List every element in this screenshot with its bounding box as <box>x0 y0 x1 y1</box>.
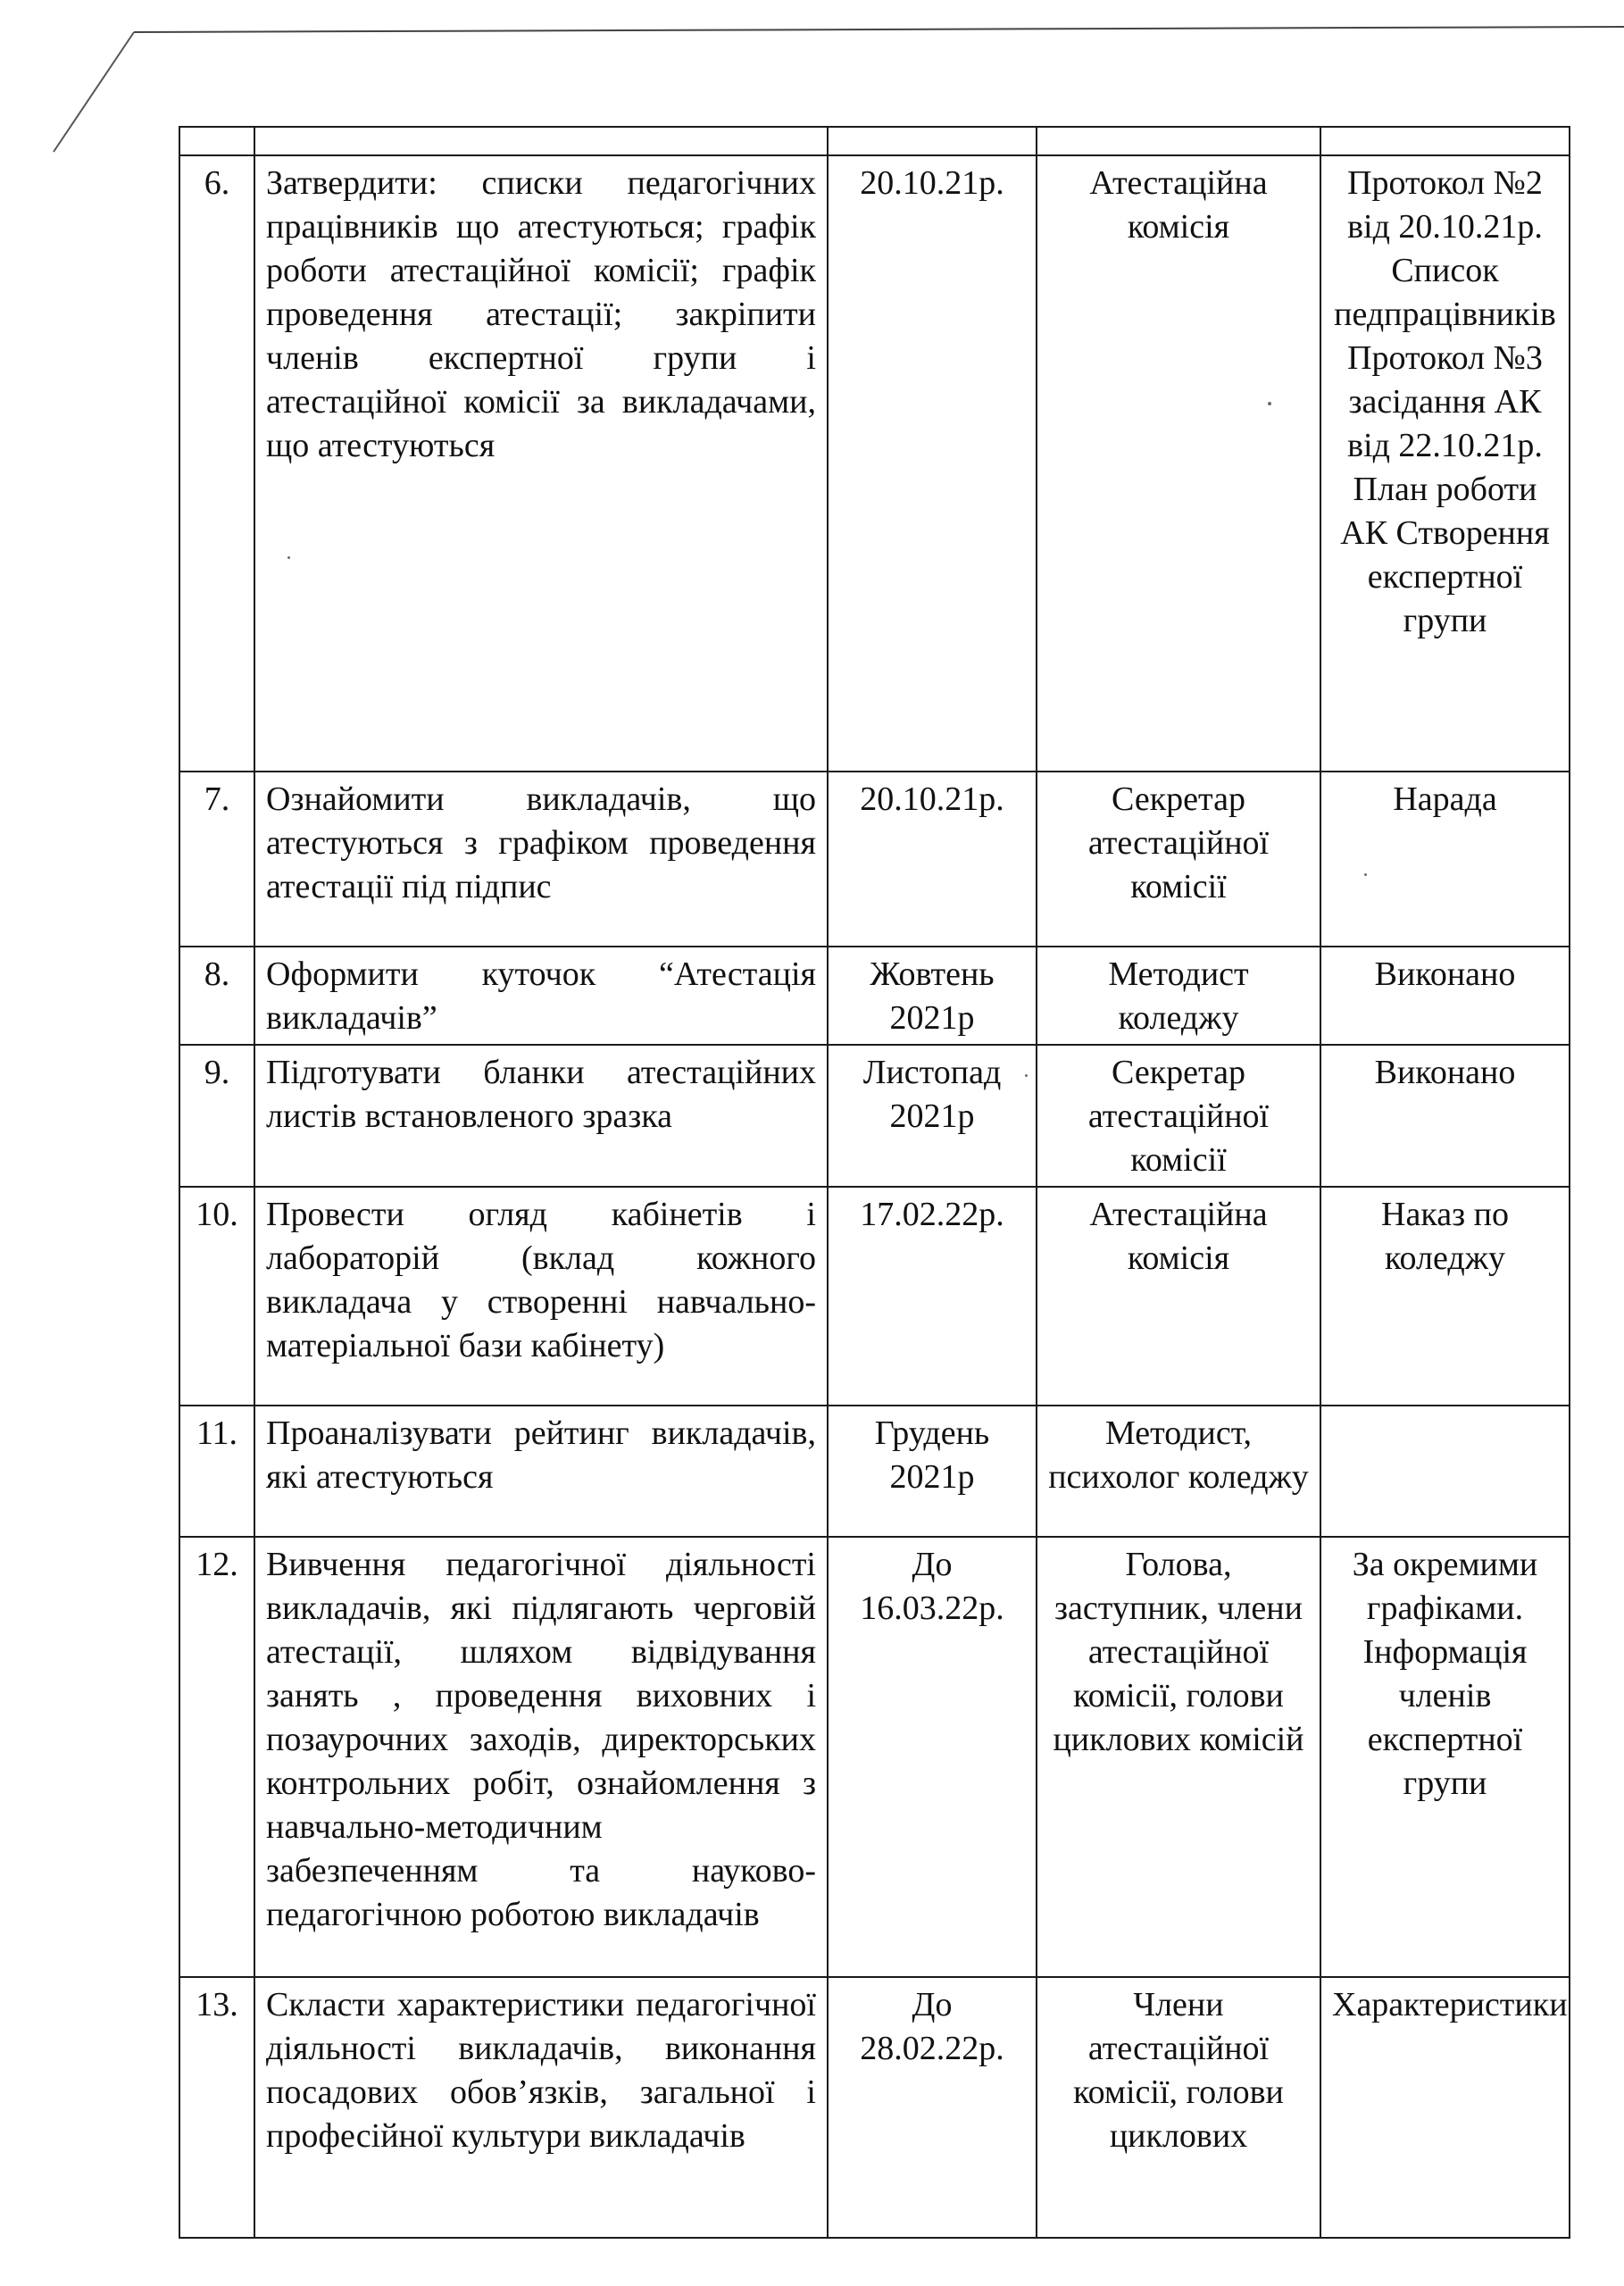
table-row <box>179 1406 1570 1537</box>
term-cell: До 28.02.22р. <box>828 1977 1037 2238</box>
note-cell: Виконано <box>1320 947 1570 1045</box>
term-cell: Жовтень 2021р <box>828 947 1037 1045</box>
task-cell: Підготувати бланки атестаційних листів встановленого зразка <box>254 1045 828 1187</box>
responsible-cell: Методист, психолог коледжу <box>1037 1406 1320 1537</box>
task-cell: Проаналізувати рейтинг викладачів, які атестуються <box>254 1406 828 1537</box>
term-cell: Листопад 2021р <box>828 1045 1037 1187</box>
term-cell: 17.02.22р. <box>828 1187 1037 1406</box>
row-number: 7. <box>179 772 254 947</box>
responsible-cell: Голова, заступник, члени атестаційної комісії, голови циклових комісій <box>1037 1537 1320 1977</box>
note-cell: Виконано <box>1320 1045 1570 1187</box>
task-cell: Оформити куточок “Атестація викладачів” <box>254 947 828 1045</box>
term-cell: 20.10.21р. <box>828 155 1037 772</box>
table-continuation-row <box>179 127 1570 155</box>
row-number: 12. <box>179 1537 254 1977</box>
task-cell: Ознайомити викладачів, що атестуються з графіком проведення атестації під підпис <box>254 772 828 947</box>
responsible-cell: Секретар атестаційної комісії <box>1037 1045 1320 1187</box>
term-cell: 20.10.21р. <box>828 772 1037 947</box>
responsible-cell: Атестаційна комісія <box>1037 155 1320 772</box>
row-number: 13. <box>179 1977 254 2238</box>
attestation-plan-table <box>179 126 1570 2239</box>
table-row <box>179 155 1570 772</box>
row-number: 11. <box>179 1406 254 1537</box>
task-cell: Вивчення педагогічної діяльності викладачів, які підлягають черговій атестації, шляхом відвідування занять , проведення виховних і позаурочних заходів, директорських контрольних робіт, ознайомлення з навчально-методичним забезпеченням та науково-педагогічною роботою викладачів <box>254 1537 828 1977</box>
note-cell: Наказ по коледжу <box>1320 1187 1570 1406</box>
term-cell: Грудень 2021р <box>828 1406 1037 1537</box>
table-row <box>179 947 1570 1045</box>
task-cell: Затвердити: списки педагогічних працівників що атестуються; графік роботи атестаційної комісії; графік проведення атестації; закріпити членів експертної групи і атестаційної комісії за викладачами, що атестуються <box>254 155 828 772</box>
table-row <box>179 1045 1570 1187</box>
row-number: 10. <box>179 1187 254 1406</box>
table-row <box>179 1187 1570 1406</box>
task-cell: Провести огляд кабінетів і лабораторій (вклад кожного викладача у створенні навчально-матеріальної бази кабінету) <box>254 1187 828 1406</box>
scan-speck <box>1268 402 1271 405</box>
term-cell: До 16.03.22р. <box>828 1537 1037 1977</box>
table-row <box>179 772 1570 947</box>
responsible-cell: Члени атестаційної комісії, голови циклових <box>1037 1977 1320 2238</box>
responsible-cell: Методист коледжу <box>1037 947 1320 1045</box>
responsible-cell: Атестаційна комісія <box>1037 1187 1320 1406</box>
row-number: 6. <box>179 155 254 772</box>
responsible-cell: Секретар атестаційної комісії <box>1037 772 1320 947</box>
note-cell <box>1320 1406 1570 1537</box>
note-cell: За окремими графіками. Інформація членів експертної групи <box>1320 1537 1570 1977</box>
scan-speck <box>1025 1074 1028 1077</box>
task-cell: Скласти характеристики педагогічної діяльності викладачів, виконання посадових обов’язків, загальної і професійної культури викладачів <box>254 1977 828 2238</box>
table-row <box>179 1537 1570 1977</box>
table-row <box>179 1977 1570 2238</box>
note-cell: Нарада <box>1320 772 1570 947</box>
note-cell: Протокол №2 від 20.10.21р. Список педпрацівників Протокол №3 засідання АК від 22.10.21р. План роботи АК Створення експертної групи <box>1320 155 1570 772</box>
note-cell: Характеристики <box>1320 1977 1570 2238</box>
row-number: 9. <box>179 1045 254 1187</box>
scan-speck <box>287 556 290 559</box>
scan-speck <box>1364 873 1367 876</box>
row-number: 8. <box>179 947 254 1045</box>
